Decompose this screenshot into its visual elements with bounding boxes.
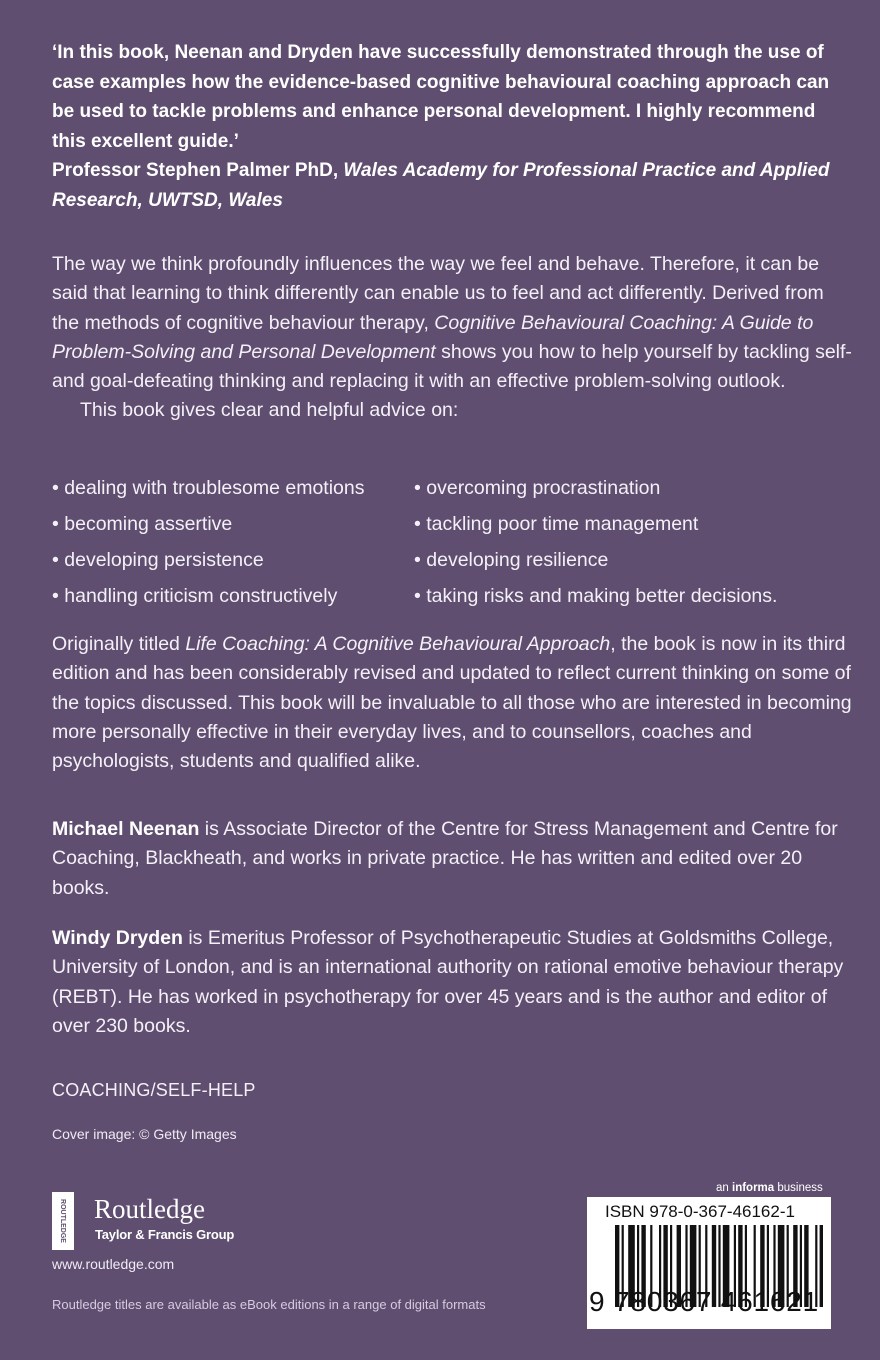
quote-text: ‘In this book, Neenan and Dryden have successfully demonstrated through the use of case examples how the evidence-based cognitive behavioural coaching approach can be used to tackle problems and enhance personal development. I highly recommend this excellent guide.’	[52, 42, 830, 152]
ebook-note: Routledge titles are available as eBook editions in a range of digital formats	[52, 1297, 486, 1312]
routledge-logo-icon	[52, 1192, 74, 1250]
quote-author: Professor Stephen Palmer PhD,	[52, 160, 344, 181]
author-name: Michael Neenan	[52, 818, 200, 840]
quote-affiliation: Wales Academy for Professional Practice and Applied Research, UWTSD, Wales	[52, 160, 830, 211]
author-bio-dryden	[52, 924, 852, 1041]
author-bio-text: is Associate Director of the Centre for Stress Management and Centre for Coaching, Blackheath, and works in private practice. He has written and edited over 20 books.	[52, 818, 838, 899]
quote-attribution	[52, 156, 842, 215]
edition-text-a: Originally titled	[52, 633, 186, 655]
list-item: • dealing with troublesome emotions	[52, 474, 414, 504]
author-bio-text: is Emeritus Professor of Psychotherapeutic Studies at Goldsmiths College, University of London, and is an international authority on rational emotive behaviour therapy (REBT). He has worked in psychotherapy for over 45 years and is the author and editor of over 230 books.	[52, 927, 844, 1037]
category-label: COACHING/SELF-HELP	[52, 1080, 256, 1100]
advice-list	[52, 474, 852, 612]
list-item: • tackling poor time management	[414, 510, 844, 540]
edition-paragraph	[52, 630, 852, 776]
list-item: • taking risks and making better decisions.	[414, 582, 844, 612]
endorsement-quote	[52, 38, 842, 215]
publisher-name: Routledge	[94, 1194, 205, 1224]
author-name: Windy Dryden	[52, 927, 183, 949]
informa-brand: informa	[732, 1182, 775, 1194]
logo-mark-text: ROUTLEDGE	[59, 1199, 67, 1243]
informa-prefix: an	[716, 1182, 732, 1194]
blurb-text-b: shows you how to help yourself by tackling self- and goal-defeating thinking and replacing it with an effective problem-solving outlook.	[52, 340, 852, 393]
blurb-text-a: The way we think profoundly influences the way we feel and behave. Therefore, it can be said that learning to think differently can enable us to feel and act differently. Derived from the methods of cognitive behaviour therapy,	[52, 253, 824, 334]
cover-credit: Cover image: © Getty Images	[52, 1126, 237, 1142]
blurb-intro: This book gives clear and helpful advice on:	[80, 399, 459, 422]
original-title: Life Coaching: A Cognitive Behavioural Approach	[185, 633, 611, 655]
list-item: • developing persistence	[52, 546, 414, 576]
author-bio-neenan	[52, 815, 852, 903]
routledge-logo	[52, 1190, 292, 1252]
blurb-book-title: Cognitive Behavioural Coaching: A Guide to Problem-Solving and Personal Development	[52, 311, 814, 363]
informa-tagline	[716, 1182, 823, 1194]
publisher-url[interactable]: www.routledge.com	[52, 1256, 175, 1272]
barcode-digits: 9 780367 461621	[589, 1286, 819, 1317]
publisher-group: Taylor & Francis Group	[95, 1227, 235, 1242]
list-item: • handling criticism constructively	[52, 582, 414, 612]
isbn-label: ISBN 978-0-367-46162-1	[605, 1202, 795, 1221]
list-item: • overcoming procrastination	[414, 474, 844, 504]
edition-text-b: , the book is now in its third edition and has been considerably revised and updated to reflect current thinking on some of the topics discussed. This book will be invaluable to all those who are interested in becoming more personally effective in their everyday lives, and to counsellors, coaches and psychologists, students and qualified alike.	[52, 633, 852, 773]
informa-suffix: business	[774, 1182, 823, 1194]
blurb	[52, 250, 852, 426]
barcode	[587, 1197, 831, 1329]
list-item: • becoming assertive	[52, 510, 414, 540]
list-item: • developing resilience	[414, 546, 844, 576]
